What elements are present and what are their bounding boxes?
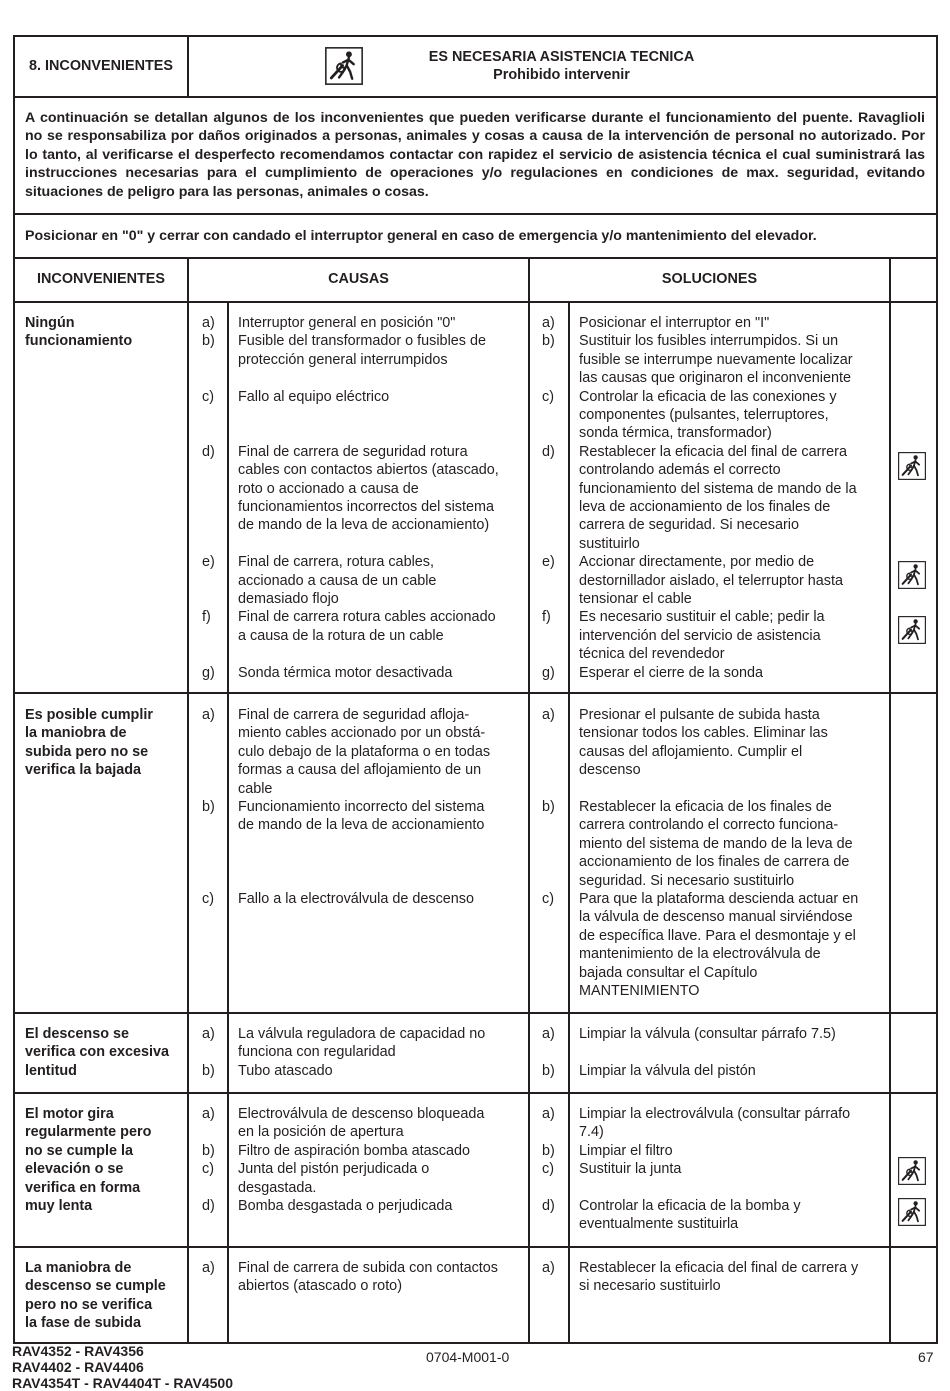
solution-text: miento del sistema de mando de la leva de xyxy=(579,835,853,852)
cause-text: Sonda térmica motor desactivada xyxy=(238,664,453,681)
solution-letter: e) xyxy=(542,554,555,571)
solution-text: Limpiar la válvula del pistón xyxy=(579,1062,756,1079)
cause-text: en la posición de apertura xyxy=(238,1124,404,1141)
solution-text: Restablecer la eficacia del final de carrera y xyxy=(579,1260,859,1276)
problem-label: Es posible cumplir xyxy=(25,707,153,723)
cause-text: Final de carrera de seguridad rotura xyxy=(238,443,468,460)
solution-letter: c) xyxy=(542,388,554,405)
solution-text: tensionar todos los cables. Eliminar las xyxy=(579,725,828,742)
solution-letter: d) xyxy=(542,443,555,460)
solution-letter: a) xyxy=(542,1026,555,1042)
solution-text: accionamiento de los finales de carrera de xyxy=(579,854,850,871)
problem-label: no se cumple la xyxy=(25,1142,133,1159)
solution-text: descenso xyxy=(579,762,641,779)
cause-letter: b) xyxy=(202,1142,215,1159)
cause-text: Funcionamiento incorrecto del sistema xyxy=(238,799,485,815)
solution-text: Accionar directamente, por medio de xyxy=(579,554,815,571)
cause-letter: a) xyxy=(202,707,215,723)
solution-letter: a) xyxy=(542,1260,555,1276)
problem-label: La maniobra de xyxy=(25,1260,132,1276)
border-left xyxy=(13,35,15,1344)
border-bottom xyxy=(13,1342,938,1344)
emergency-notice: Posicionar en "0" y cerrar con candado el interruptor general en caso de emergencia y/o mantenimiento del elevador. xyxy=(25,228,817,244)
problem-label: verifica la bajada xyxy=(25,762,141,779)
cause-text: abiertos (atascado o roto) xyxy=(238,1278,402,1295)
cause-text: Filtro de aspiración bomba atascado xyxy=(238,1142,470,1159)
solution-text: sustituirlo xyxy=(579,535,640,552)
solution-text: Controlar la eficacia de las conexiones y xyxy=(579,388,837,405)
technician-wrench-icon xyxy=(898,1157,925,1184)
solution-text: Controlar la eficacia de la bomba y xyxy=(579,1198,801,1214)
problem-label: lentitud xyxy=(25,1062,77,1079)
solution-text: Limpiar el filtro xyxy=(579,1142,673,1159)
solution-text: la válvula de descenso manual sirviéndose xyxy=(579,909,853,926)
cause-text: Bomba desgastada o perjudicada xyxy=(238,1198,453,1214)
border-col-solutions xyxy=(889,257,891,1344)
solution-text: sonda térmica, transformador) xyxy=(579,425,772,442)
solution-text: eventualmente sustituirla xyxy=(579,1216,739,1233)
cause-text: Junta del pistón perjudicada o xyxy=(238,1161,430,1178)
cause-text: Fallo a la electroválvula de descenso xyxy=(238,891,474,907)
cause-text: Final de carrera, rotura cables, xyxy=(238,554,434,571)
problem-label: verifica con excesiva xyxy=(25,1044,170,1061)
cause-text: de mando de la leva de accionamiento) xyxy=(238,517,490,534)
border-colheader-bottom xyxy=(13,301,938,303)
warning-title: ES NECESARIA ASISTENCIA TECNICA xyxy=(428,49,695,65)
problem-label: Ningún xyxy=(25,315,75,331)
technician-wrench-icon xyxy=(898,616,925,643)
solution-letter: c) xyxy=(542,891,554,907)
cause-text: roto o accionado a causa de xyxy=(238,480,419,497)
problem-label: El motor gira xyxy=(25,1106,114,1122)
solution-text: Sustituir los fusibles interrumpidos. Si un xyxy=(579,333,839,350)
solution-letter: b) xyxy=(542,1142,555,1159)
footer-models-3: RAV4354T - RAV4404T - RAV4500 xyxy=(12,1375,233,1391)
solution-letter: f) xyxy=(542,609,551,626)
footer-models-1: RAV4352 - RAV4356 xyxy=(12,1343,144,1359)
solution-text: controlando además el correcto xyxy=(579,462,781,479)
cause-text: miento cables accionado por un obstá- xyxy=(238,725,486,742)
cause-text: accionado a causa de un cable xyxy=(238,572,437,589)
cause-text: de mando de la leva de accionamiento xyxy=(238,817,485,834)
solution-text: Restablecer la eficacia del final de carrera xyxy=(579,443,847,460)
problem-label: la fase de subida xyxy=(25,1315,141,1332)
solution-text: técnica del revendedor xyxy=(579,646,725,663)
solution-text: Esperar el cierre de la sonda xyxy=(579,664,763,681)
border-row2-bottom xyxy=(13,1012,938,1014)
cause-letter: b) xyxy=(202,799,215,815)
technician-wrench-icon xyxy=(898,561,925,588)
col-header-problems: INCONVENIENTES xyxy=(37,271,165,287)
solution-text: tensionar el cable xyxy=(579,591,692,607)
solution-text: MANTENIMIENTO xyxy=(579,983,700,999)
cause-text: Final de carrera de subida con contactos xyxy=(238,1260,498,1276)
solution-text: bajada consultar el Capítulo xyxy=(579,964,758,981)
solution-letter: a) xyxy=(542,315,555,331)
col-header-solutions: SOLUCIONES xyxy=(661,271,758,287)
border-right xyxy=(936,35,938,1344)
cause-text: La válvula reguladora de capacidad no xyxy=(238,1026,486,1042)
solution-text: seguridad. Si necesario sustituirlo xyxy=(579,872,795,889)
cause-letter: b) xyxy=(202,333,215,350)
problem-label: funcionamiento xyxy=(25,333,133,350)
solution-letter: b) xyxy=(542,799,555,815)
warning-subtitle: Prohibido intervenir xyxy=(493,67,630,83)
problem-label: regularmente pero xyxy=(25,1124,152,1141)
border-row3-bottom xyxy=(13,1092,938,1094)
solution-text: las causas que originaron el inconveniente xyxy=(579,370,852,387)
solution-text: Sustituir la junta xyxy=(579,1161,682,1178)
problem-label: subida pero no se xyxy=(25,743,149,760)
solution-text: intervención del servicio de asistencia xyxy=(579,627,821,644)
cause-letter: b) xyxy=(202,1062,215,1079)
cause-letter: f) xyxy=(202,609,211,626)
footer-models-2: RAV4402 - RAV4406 xyxy=(12,1359,144,1375)
solution-text: Es necesario sustituir el cable; pedir la xyxy=(579,609,825,626)
solution-text: leva de accionamiento de los finales de xyxy=(579,499,831,515)
problem-label: elevación o se xyxy=(25,1161,124,1178)
solution-letter: b) xyxy=(542,333,555,350)
cause-text: a causa de la rotura de un cable xyxy=(238,627,444,644)
solution-text: de específica llave. Para el desmontaje y el xyxy=(579,927,856,944)
border-top xyxy=(13,35,938,37)
solution-text: Para que la plataforma descienda actuar en xyxy=(579,891,859,907)
solution-letter: g) xyxy=(542,664,555,681)
cause-letter: d) xyxy=(202,1198,215,1214)
cause-text: Final de carrera de seguridad afloja- xyxy=(238,707,470,723)
cause-text: cable xyxy=(238,780,273,797)
cause-text: protección general interrumpidos xyxy=(238,351,448,368)
solution-text: componentes (pulsantes, telerruptores, xyxy=(579,407,829,423)
solution-letter: a) xyxy=(542,1106,555,1122)
border-col-solution-letters xyxy=(568,301,570,1344)
cause-letter: a) xyxy=(202,1106,215,1122)
solution-text: fusible se interrumpe nuevamente localizar xyxy=(579,351,853,368)
border-row1-bottom xyxy=(13,692,938,694)
solution-text: causas del aflojamiento. Cumplir el xyxy=(579,743,803,760)
cause-text: funciona con regularidad xyxy=(238,1044,396,1061)
cause-letter: d) xyxy=(202,443,215,460)
border-notice-bottom xyxy=(13,257,938,259)
solution-letter: d) xyxy=(542,1198,555,1214)
technician-wrench-icon xyxy=(898,1198,925,1225)
problem-label: pero no se verifica xyxy=(25,1296,153,1313)
cause-letter: a) xyxy=(202,1260,215,1276)
solution-text: 7.4) xyxy=(579,1124,604,1141)
problem-label: la maniobra de xyxy=(25,725,127,742)
cause-text: culo debajo de la plataforma o en todas xyxy=(238,743,491,760)
cause-text: Interruptor general en posición "0" xyxy=(238,315,456,331)
cause-text: formas a causa del aflojamiento de un xyxy=(238,762,482,779)
solution-text: Posicionar el interruptor en "I" xyxy=(579,315,770,331)
border-header-bottom xyxy=(13,96,938,98)
solution-text: carrera controlando el correcto funciona- xyxy=(579,817,839,834)
problem-label: descenso se cumple xyxy=(25,1278,166,1295)
problem-label: muy lenta xyxy=(25,1198,93,1214)
solution-text: Limpiar la electroválvula (consultar párrafo xyxy=(579,1106,851,1122)
problem-label: El descenso se xyxy=(25,1026,129,1042)
border-col-cause-letters xyxy=(227,301,229,1344)
problem-label: verifica en forma xyxy=(25,1179,141,1196)
cause-letter: g) xyxy=(202,664,215,681)
intro-paragraph: A continuación se detallan algunos de los inconvenientes que pueden verificarse durante el funcionamiento del puente. Ravaglioli no se responsabiliza por daños originados a personas, animales y cosas a causa de la intervención de personal no autorizado. Por lo tanto, al verificarse el desperfecto recomendamos contactar con rapidez el servicio de asistencia técnica el cual suministrará las instrucciones necesarias para el cumplimiento de operaciones y/o regulaciones en condiciones de max. seguridad, evitando situaciones de peligro para las personas, animales o cosas. xyxy=(25,110,925,200)
cause-text: Tubo atascado xyxy=(238,1062,333,1079)
cause-text: Final de carrera rotura cables accionado xyxy=(238,609,496,626)
cause-text: funcionamientos incorrectos del sistema xyxy=(238,499,494,515)
cause-letter: a) xyxy=(202,1026,215,1042)
cause-text: cables con contactos abiertos (atascado, xyxy=(238,462,499,479)
solution-letter: b) xyxy=(542,1062,555,1079)
cause-letter: a) xyxy=(202,315,215,331)
solution-text: funcionamiento del sistema de mando de la xyxy=(579,480,857,497)
solution-text: mantenimiento de la electroválvula de xyxy=(579,946,821,963)
border-intro-bottom xyxy=(13,213,938,215)
cause-text: Fusible del transformador o fusibles de xyxy=(238,333,486,350)
solution-text: destornillador aislado, el telerruptor hasta xyxy=(579,572,843,589)
cause-letter: c) xyxy=(202,891,214,907)
solution-text: Restablecer la eficacia de los finales de xyxy=(579,799,832,815)
footer-doc-code: 0704-M001-0 xyxy=(426,1349,510,1365)
cause-letter: c) xyxy=(202,1161,214,1178)
cause-letter: c) xyxy=(202,388,214,405)
solution-letter: a) xyxy=(542,707,555,723)
section-title: 8. INCONVENIENTES xyxy=(29,58,173,74)
technician-wrench-icon xyxy=(898,452,925,479)
technician-wrench-icon xyxy=(325,47,363,85)
border-row4-bottom xyxy=(13,1246,938,1248)
cause-text: Electroválvula de descenso bloqueada xyxy=(238,1106,485,1122)
solution-text: si necesario sustituirlo xyxy=(579,1278,721,1295)
cause-text: Fallo al equipo eléctrico xyxy=(238,388,390,405)
footer-page-number: 67 xyxy=(918,1349,934,1365)
border-col-causes xyxy=(528,257,530,1344)
cause-text: desgastada. xyxy=(238,1179,317,1196)
solution-text: carrera de seguridad. Si necesario xyxy=(579,517,799,534)
cause-text: demasiado flojo xyxy=(238,591,339,607)
solution-text: Presionar el pulsante de subida hasta xyxy=(579,707,820,723)
cause-letter: e) xyxy=(202,554,215,571)
border-header-divider xyxy=(187,35,189,97)
solution-letter: c) xyxy=(542,1161,554,1178)
solution-text: Limpiar la válvula (consultar párrafo 7.5) xyxy=(579,1026,836,1042)
border-col-problems xyxy=(187,257,189,1344)
col-header-causes: CAUSAS xyxy=(328,271,389,287)
